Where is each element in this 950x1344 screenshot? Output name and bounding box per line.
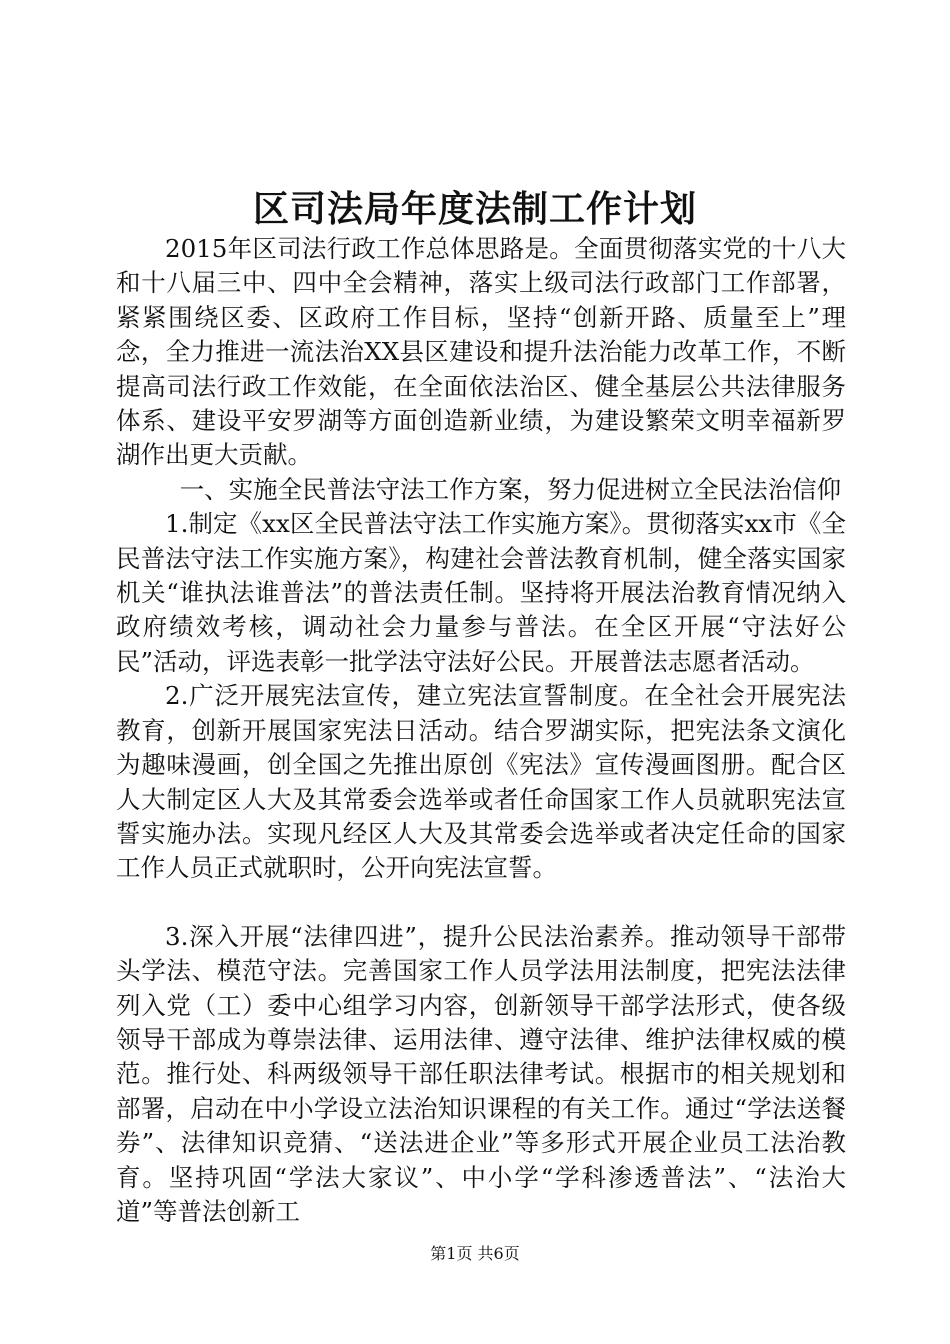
item-paragraph-3: 3.深入开展“法律四进”，提升公民法治素养。推动领导干部带头学法、模范守法。完善国家工作人员学法用法制度，把宪法法律列入党（工）委中心组学习内容，创新领导干部学法形式，使各级领导干部成为尊崇法律、运用法律、遵守法律、维护法律权威的模范。推行处、科两级领导干部任职法律考试。根据市的相关规划和部署，启动在中小学设立法治知识课程的有关工作。通过“学法送餐券”、法律知识竞猜、“送法进企业”等多形式开展企业员工法治教育。坚持巩固“学法大家议”、中小学“学科渗透普法”、“法治大道”等普法创新工 [116,921,846,1226]
section-heading: 一、实施全民普法守法工作方案，努力促进树立全民法治信仰 [179,474,842,504]
intro-paragraph: 2015年区司法行政工作总体思路是。全面贯彻落实党的十八大和十八届三中、四中全会精神，落实上级司法行政部门工作部署，紧紧围绕区委、区政府工作目标，坚持“创新开路、质量至上”理念，全力推进一流法治XX县区建设和提升法治能力改革工作，不断提高司法行政工作效能，在全面依法治区、健全基层公共法律服务体系、建设平安罗湖等方面创造新业绩，为建设繁荣文明幸福新罗湖作出更大贡献。 [116,234,846,470]
page-number-footer: 第1页 共6页 [430,1244,520,1263]
item-paragraph-2: 2.广泛开展宪法宣传，建立宪法宣誓制度。在全社会开展宪法教育，创新开展国家宪法日活动。结合罗湖实际，把宪法条文演化为趣味漫画，创全国之先推出原创《宪法》宣传漫画图册。配合区人大制定区人大及其常委会选举或者任命国家工作人员就职宪法宣誓实施办法。实现凡经区人大及其常委会选举或者决定任命的国家工作人员正式就职时，公开向宪法宣誓。 [116,681,846,883]
document-body [116,232,846,1229]
item-paragraph-1: 1.制定《xx区全民普法守法工作实施方案》。贯彻落实xx市《全民普法守法工作实施方案》，构建社会普法教育机制，健全落实国家机关“谁执法谁普法”的普法责任制。坚持将开展法治教育情况纳入政府绩效考核，调动社会力量参与普法。在全区开展“守法好公民”活动，评选表彰一批学法守法好公民。开展普法志愿者活动。 [116,509,846,676]
document-title: 区司法局年度法制工作计划 [252,188,697,230]
